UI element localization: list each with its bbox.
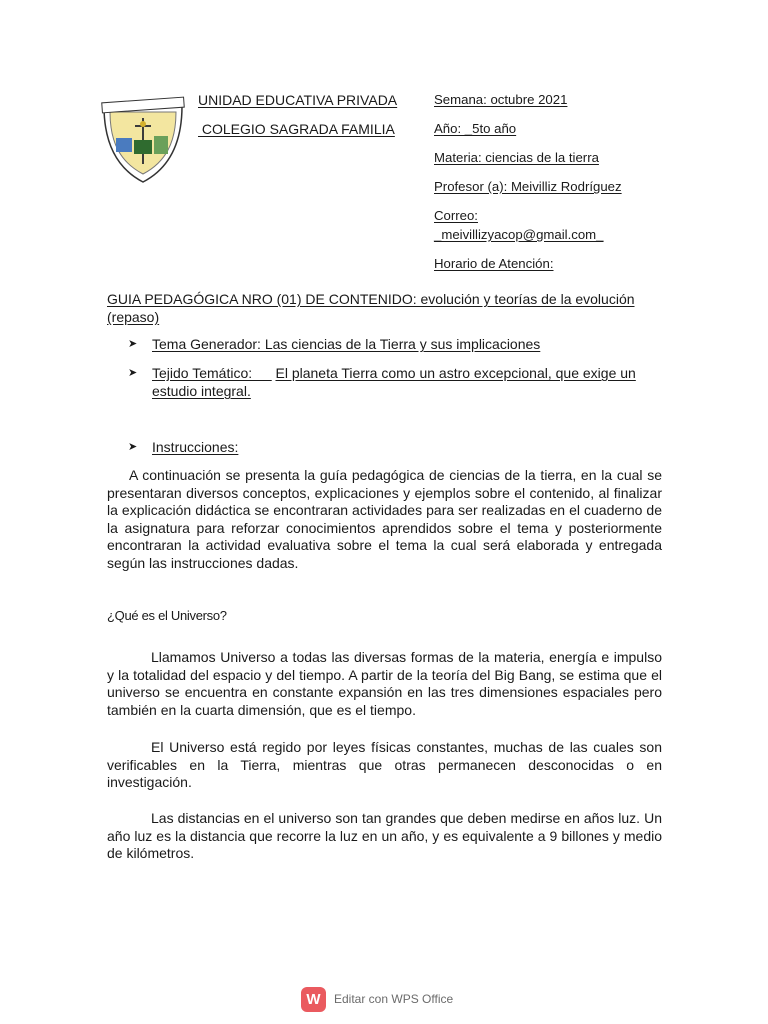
school-name-line1: UNIDAD EDUCATIVA PRIVADA xyxy=(198,92,398,108)
arrowhead-bullet-icon: ➤ xyxy=(128,367,138,379)
footer-text: Editar con WPS Office xyxy=(334,992,454,1006)
guide-title: GUIA PEDAGÓGICA NRO (01) DE CONTENIDO: evolución y teorías de la evolución (repaso) xyxy=(107,291,635,325)
school-name-line2: COLEGIO SAGRADA FAMILIA xyxy=(198,121,395,137)
materia-label: Materia: ciencias de la tierra xyxy=(434,150,599,165)
tejido-label: Tejido Temático: __ xyxy=(152,365,272,381)
correo-label: Correo: xyxy=(434,208,478,223)
correo-value: _meivillizyacop@gmail.com_ xyxy=(434,227,604,242)
tejido-tematico xyxy=(152,364,662,400)
profesor-label: Profesor (a): Meivilliz Rodríguez xyxy=(434,179,622,194)
anio-label: Año: _5to año xyxy=(434,121,517,136)
semana-label: Semana: octubre 2021 xyxy=(434,92,568,107)
section-heading: ¿Qué es el Universo? xyxy=(107,608,227,623)
paragraph-light-years: Las distancias en el universo son tan grandes que deben medirse en años luz. Un año luz es la distancia que recorre la luz en un año, y es equivalente a 9 billones y medio de kilómetros. xyxy=(107,810,662,861)
wps-office-icon: W xyxy=(301,987,326,1012)
paragraph-universe-definition: Llamamos Universo a todas las diversas formas de la materia, energía e impulso y la totalidad del espacio y del tiempo. A partir de la teoría del Big Bang, se estima que el universo se encuentra en constante expansión en las tres dimensiones espaciales pero también en la cuarta dimensión, que es el tiempo. xyxy=(107,649,662,718)
instrucciones-heading: Instrucciones: xyxy=(152,439,239,455)
arrowhead-bullet-icon: ➤ xyxy=(128,441,138,453)
tema-generador: Tema Generador: Las ciencias de la Tierra y sus implicaciones xyxy=(152,336,541,352)
tejido-text: El planeta Tierra como un astro excepcional, que exige un estudio integral. xyxy=(152,365,636,399)
intro-paragraph: A continuación se presenta la guía pedagógica de ciencias de la tierra, en la cual se presentaran diversos conceptos, explicaciones y ejemplos sobre el contenido, al finalizar la explicación didáctica se encontraran actividades para ser realizadas en el cuaderno de la asignatura para reforzar conocimientos aprendidos sobre el tema y posteriormente encontraran la actividad evaluativa sobre el tema la cual será elaborada y entregada según las instrucciones dadas. xyxy=(107,467,662,571)
horario-label: Horario de Atención: xyxy=(434,256,554,271)
school-crest-icon xyxy=(98,94,188,186)
arrowhead-bullet-icon: ➤ xyxy=(128,338,138,350)
paragraph-physical-laws: El Universo está regido por leyes físicas constantes, muchas de las cuales son verificables en la Tierra, mientras que otras permanecen desconocidas o en investigación. xyxy=(107,739,662,790)
wps-footer[interactable] xyxy=(301,986,453,1012)
